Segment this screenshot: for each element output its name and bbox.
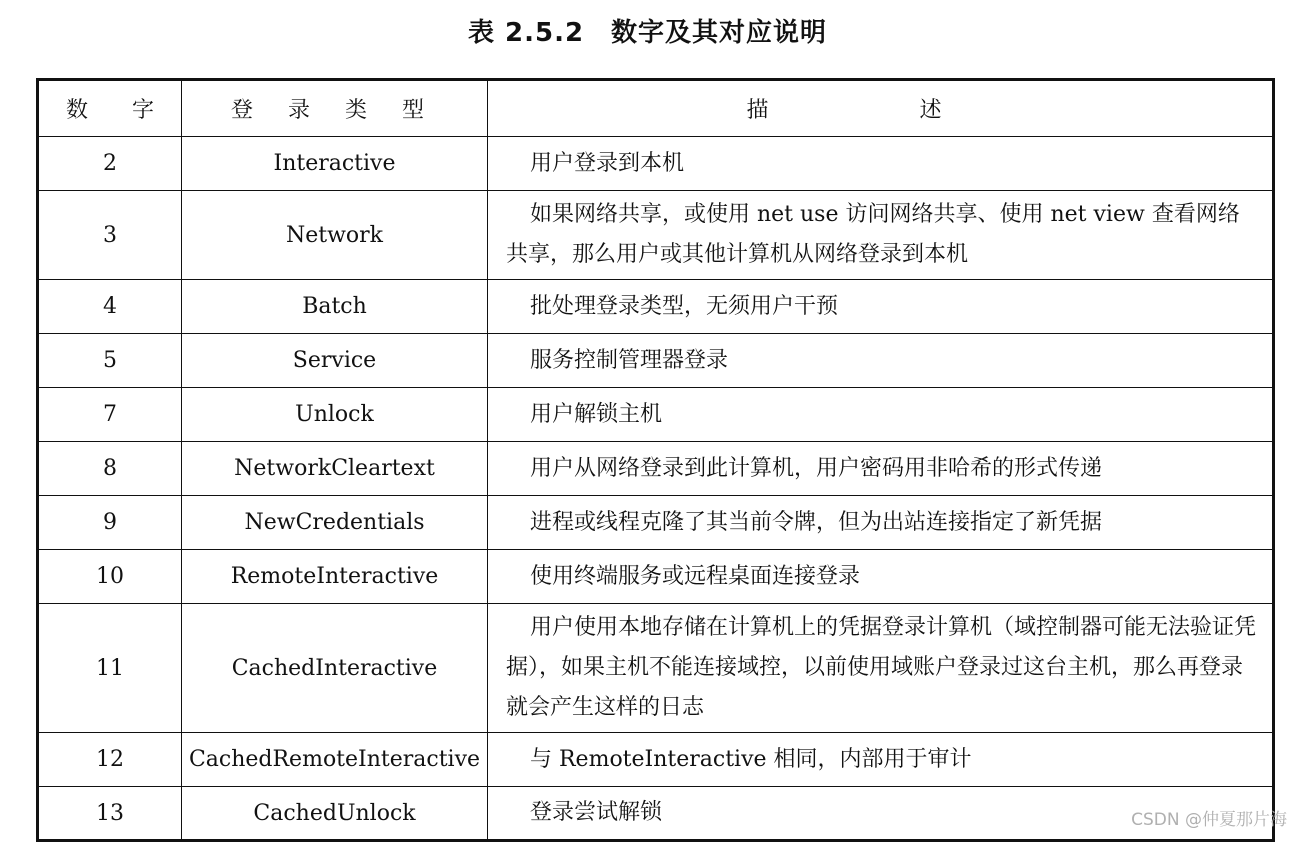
- number-cell: 3: [38, 191, 182, 280]
- table-row: [38, 604, 1274, 733]
- logon-type-table: [36, 78, 1275, 842]
- table-row: [38, 191, 1274, 280]
- description-cell: 使用终端服务或远程桌面连接登录: [488, 550, 1274, 604]
- type-cell: Service: [182, 334, 488, 388]
- type-cell: NetworkCleartext: [182, 442, 488, 496]
- number-cell: 9: [38, 496, 182, 550]
- description-cell: 如果网络共享，或使用 net use 访问网络共享、使用 net view 查看网络共享，那么用户或其他计算机从网络登录到本机: [488, 191, 1274, 280]
- table-title: 表 2.5.2 数字及其对应说明: [467, 18, 828, 48]
- description-cell: 服务控制管理器登录: [488, 334, 1274, 388]
- table-row: [38, 550, 1274, 604]
- description-cell: 用户解锁主机: [488, 388, 1274, 442]
- number-cell: 2: [38, 137, 182, 191]
- table-row: [38, 280, 1274, 334]
- description-cell: 批处理登录类型，无须用户干预: [488, 280, 1274, 334]
- number-cell: 12: [38, 733, 182, 787]
- type-cell: Batch: [182, 280, 488, 334]
- type-cell: Interactive: [182, 137, 488, 191]
- type-cell: Unlock: [182, 388, 488, 442]
- type-cell: Network: [182, 191, 488, 280]
- type-cell: CachedRemoteInteractive: [182, 733, 488, 787]
- description-cell: 用户从网络登录到此计算机，用户密码用非哈希的形式传递: [488, 442, 1274, 496]
- header-row: [38, 80, 1274, 137]
- csdn-watermark: CSDN @仲夏那片海: [1131, 810, 1287, 830]
- header-type: 登 录 类 型: [182, 80, 488, 137]
- header-number: 数 字: [38, 80, 182, 137]
- number-cell: 8: [38, 442, 182, 496]
- description-cell: 用户登录到本机: [488, 137, 1274, 191]
- number-cell: 4: [38, 280, 182, 334]
- table-row: [38, 787, 1274, 841]
- table-row: [38, 137, 1274, 191]
- number-cell: 13: [38, 787, 182, 841]
- description-cell: 进程或线程克隆了其当前令牌，但为出站连接指定了新凭据: [488, 496, 1274, 550]
- type-cell: RemoteInteractive: [182, 550, 488, 604]
- table-row: [38, 496, 1274, 550]
- description-cell: 用户使用本地存储在计算机上的凭据登录计算机（域控制器可能无法验证凭据），如果主机不能连接域控，以前使用域账户登录过这台主机，那么再登录就会产生这样的日志: [488, 604, 1274, 733]
- description-cell: 登录尝试解锁: [488, 787, 1274, 841]
- table-row: [38, 334, 1274, 388]
- type-cell: CachedInteractive: [182, 604, 488, 733]
- table-row: [38, 442, 1274, 496]
- description-cell: 与 RemoteInteractive 相同，内部用于审计: [488, 733, 1274, 787]
- number-cell: 10: [38, 550, 182, 604]
- header-description: 描 述: [488, 80, 1274, 137]
- number-cell: 7: [38, 388, 182, 442]
- number-cell: 5: [38, 334, 182, 388]
- table-row: [38, 733, 1274, 787]
- type-cell: NewCredentials: [182, 496, 488, 550]
- number-cell: 11: [38, 604, 182, 733]
- table-row: [38, 388, 1274, 442]
- type-cell: CachedUnlock: [182, 787, 488, 841]
